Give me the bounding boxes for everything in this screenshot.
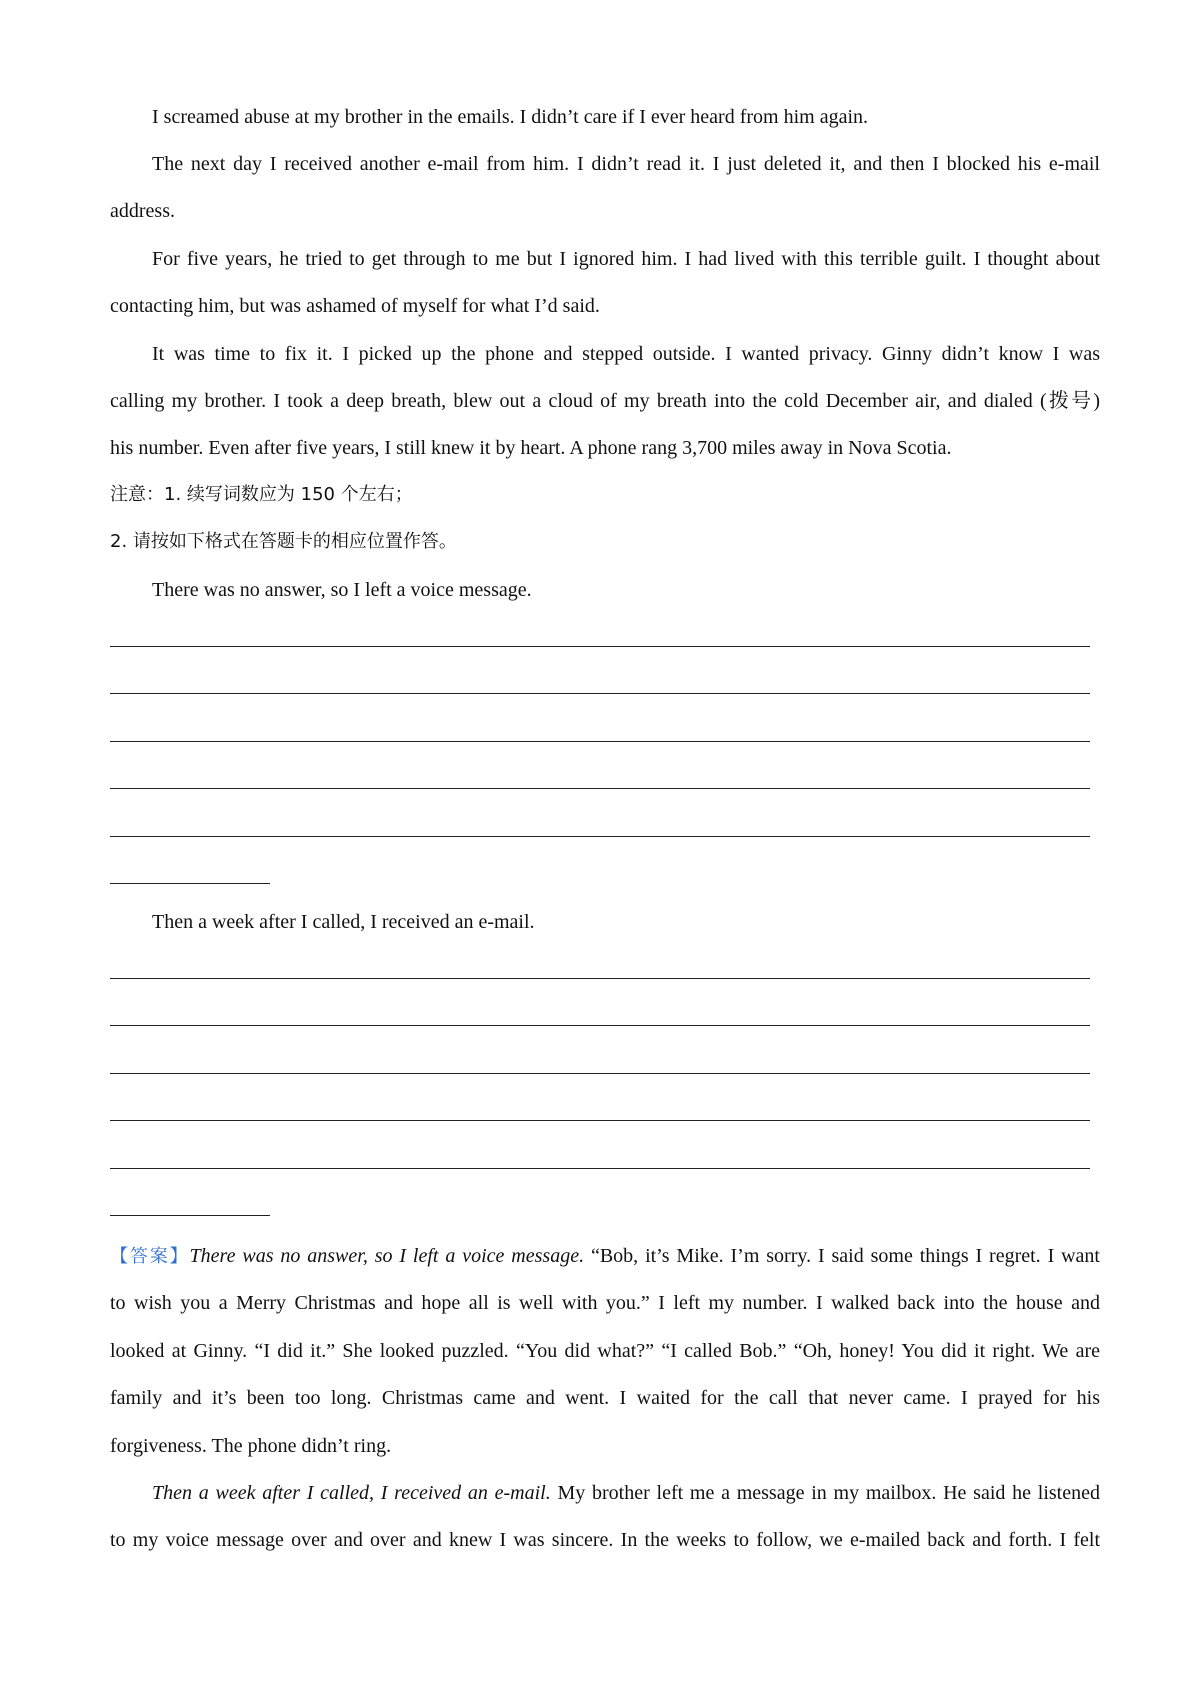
answer-line — [110, 693, 1090, 694]
passage-paragraph-4-line-1: It was time to fix it. I picked up the phone and stepped outside. I wanted privacy. Ginny didn’t know I was — [152, 343, 1100, 365]
answer-line — [110, 646, 1090, 647]
answer-line-3: looked at Ginny. “I did it.” She looked puzzled. “You did what?” “I called Bob.” “Oh, honey! You did it right. We are — [110, 1340, 1100, 1362]
note-format: 2. 请按如下格式在答题卡的相应位置作答。 — [110, 531, 457, 552]
answer-line-1 — [110, 1242, 1100, 1271]
passage-paragraph-2-line-2: address. — [110, 200, 175, 222]
answer-line-2: to wish you a Merry Christmas and hope all is well with you.” I left my number. I walked back into the house and — [110, 1292, 1100, 1314]
answer-line — [110, 836, 1090, 837]
passage-paragraph-3-line-2: contacting him, but was ashamed of myself for what I’d said. — [110, 295, 600, 317]
prompt-first-paragraph: There was no answer, so I left a voice message. — [152, 579, 532, 601]
answer-line-1-text: “Bob, it’s Mike. I’m sorry. I said some things I regret. I want — [584, 1245, 1100, 1267]
answer-line-6-text: My brother left me a message in my mailbox. He said he listened — [550, 1482, 1100, 1504]
answer-line-5: forgiveness. The phone didn’t ring. — [110, 1435, 392, 1457]
answer-line-6 — [152, 1479, 1100, 1507]
prompt-second-paragraph: Then a week after I called, I received an e-mail. — [152, 911, 535, 933]
answer-line — [110, 1025, 1090, 1026]
answer-line-short — [110, 1215, 270, 1216]
note-word-count: 注意：1. 续写词数应为 150 个左右； — [110, 484, 413, 505]
answer-first-prompt-italic: There was no answer, so I left a voice message. — [189, 1245, 585, 1267]
passage-paragraph-4-line-2: calling my brother. I took a deep breath, blew out a cloud of my breath into the cold December air, and dialed (拨号) — [110, 390, 1100, 412]
answer-line — [110, 788, 1090, 789]
answer-line-short — [110, 883, 270, 884]
answer-line — [110, 741, 1090, 742]
answer-line-7: to my voice message over and over and knew I was sincere. In the weeks to follow, we e-mailed back and forth. I felt — [110, 1529, 1100, 1551]
answer-tag: 【答案】 — [110, 1246, 190, 1267]
answer-line — [110, 978, 1090, 979]
answer-second-prompt-italic: Then a week after I called, I received an e-mail. — [152, 1482, 551, 1504]
answer-line — [110, 1073, 1090, 1074]
passage-paragraph-4-line-3: his number. Even after five years, I still knew it by heart. A phone rang 3,700 miles away in Nova Scotia. — [110, 437, 952, 459]
passage-paragraph-1: I screamed abuse at my brother in the emails. I didn’t care if I ever heard from him again. — [152, 106, 869, 128]
passage-paragraph-3-line-1: For five years, he tried to get through to me but I ignored him. I had lived with this terrible guilt. I thought about — [152, 248, 1100, 270]
answer-line — [110, 1120, 1090, 1121]
answer-line — [110, 1168, 1090, 1169]
answer-line-4: family and it’s been too long. Christmas came and went. I waited for the call that never came. I prayed for his — [110, 1387, 1100, 1409]
passage-paragraph-2-line-1: The next day I received another e-mail from him. I didn’t read it. I just deleted it, and then I blocked his e-mail — [152, 153, 1100, 175]
